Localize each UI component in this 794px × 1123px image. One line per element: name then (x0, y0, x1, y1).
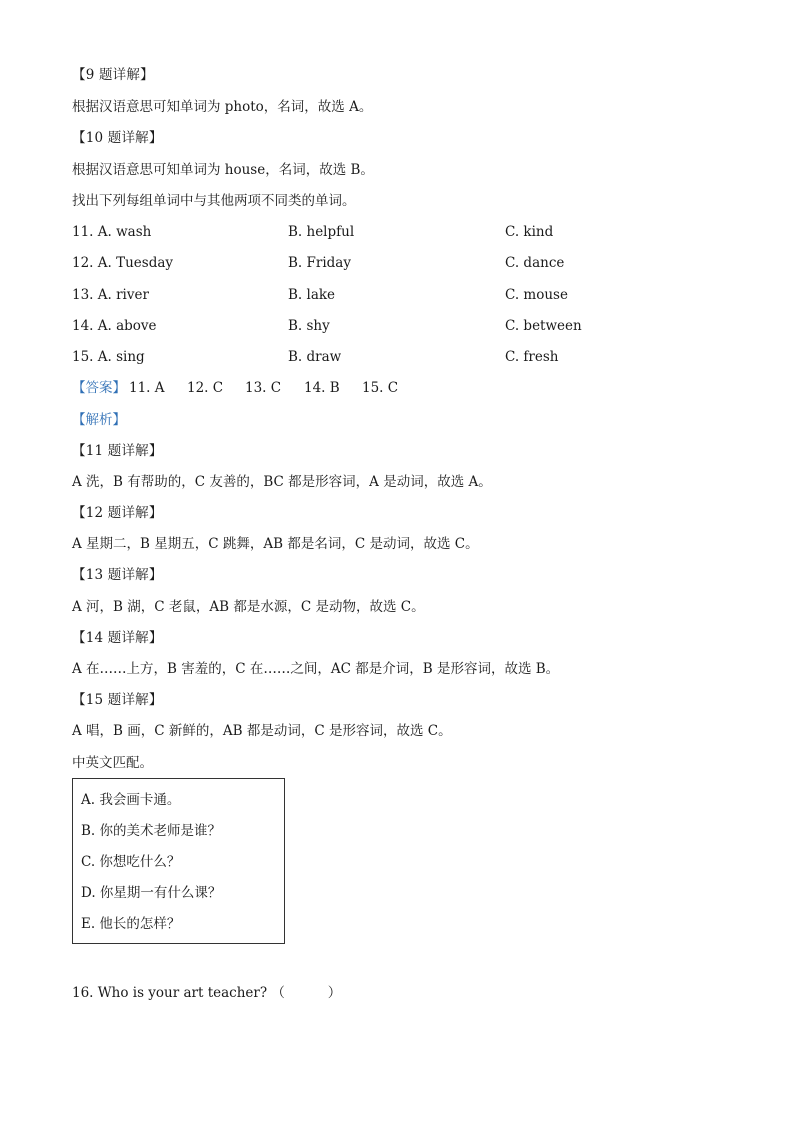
analysis-label: 【解析】 (72, 412, 126, 428)
matching-options-box (72, 778, 285, 944)
option-b: B. helpful (288, 224, 355, 240)
option-b: B. Friday (288, 255, 351, 271)
match-option-c: C. 你想吃什么？ (81, 854, 181, 870)
answer-item: 13. C (245, 380, 282, 396)
q15-explanation: A 唱，B 画，C 新鲜的，AB 都是动词，C 是形容词，故选 C。 (72, 723, 452, 739)
q13-heading: 【13 题详解】 (72, 567, 163, 583)
match-option-e: E. 他长的怎样？ (81, 916, 181, 932)
match-option-b: B. 你的美术老师是谁？ (81, 823, 222, 839)
option-c: C. fresh (505, 349, 559, 365)
q14-explanation: A 在……上方，B 害羞的，C 在……之间，AC 都是介词，B 是形容词，故选 B。 (72, 661, 560, 677)
answer-item: 12. C (187, 380, 224, 396)
question-row (72, 254, 712, 272)
q9-explanation: 根据汉语意思可知单词为 photo，名词，故选 A。 (72, 99, 373, 115)
question-row (72, 223, 712, 241)
option-c: C. mouse (505, 287, 568, 303)
option-a: 13. A. river (72, 287, 149, 303)
answer-item: 14. B (304, 380, 340, 396)
q11-heading: 【11 题详解】 (72, 443, 163, 459)
q11-explanation: A 洗，B 有帮助的，C 友善的，BC 都是形容词，A 是动词，故选 A。 (72, 474, 492, 490)
odd-one-out-instruction: 找出下列每组单词中与其他两项不同类的单词。 (72, 193, 356, 209)
option-b: B. shy (288, 318, 330, 334)
q9-heading: 【9 题详解】 (72, 67, 154, 83)
option-a: 14. A. above (72, 318, 157, 334)
q10-explanation: 根据汉语意思可知单词为 house，名词，故选 B。 (72, 162, 374, 178)
question-row (72, 317, 712, 335)
answer-line (72, 379, 472, 397)
q13-explanation: A 河，B 湖，C 老鼠，AB 都是水源，C 是动物，故选 C。 (72, 599, 425, 615)
option-a: 12. A. Tuesday (72, 255, 174, 271)
option-a: 11. A. wash (72, 224, 152, 240)
match-option-d: D. 你星期一有什么课？ (81, 885, 222, 901)
q15-heading: 【15 题详解】 (72, 692, 163, 708)
option-b: B. lake (288, 287, 336, 303)
answer-item: 15. C (362, 380, 399, 396)
q12-heading: 【12 题详解】 (72, 505, 163, 521)
question-16: 16. Who is your art teacher? （ ） (72, 985, 342, 1001)
option-c: C. between (505, 318, 582, 334)
option-c: C. kind (505, 224, 554, 240)
q10-heading: 【10 题详解】 (72, 130, 163, 146)
option-a: 15. A. sing (72, 349, 145, 365)
option-c: C. dance (505, 255, 565, 271)
answer-item: 11. A (129, 380, 165, 396)
question-row (72, 348, 712, 366)
matching-instruction: 中英文匹配。 (72, 755, 153, 771)
option-b: B. draw (288, 349, 342, 365)
q12-explanation: A 星期二，B 星期五，C 跳舞，AB 都是名词，C 是动词，故选 C。 (72, 536, 479, 552)
question-row (72, 286, 712, 304)
match-option-a: A. 我会画卡通。 (81, 792, 181, 808)
answer-label: 【答案】 (72, 380, 126, 396)
q14-heading: 【14 题详解】 (72, 630, 163, 646)
